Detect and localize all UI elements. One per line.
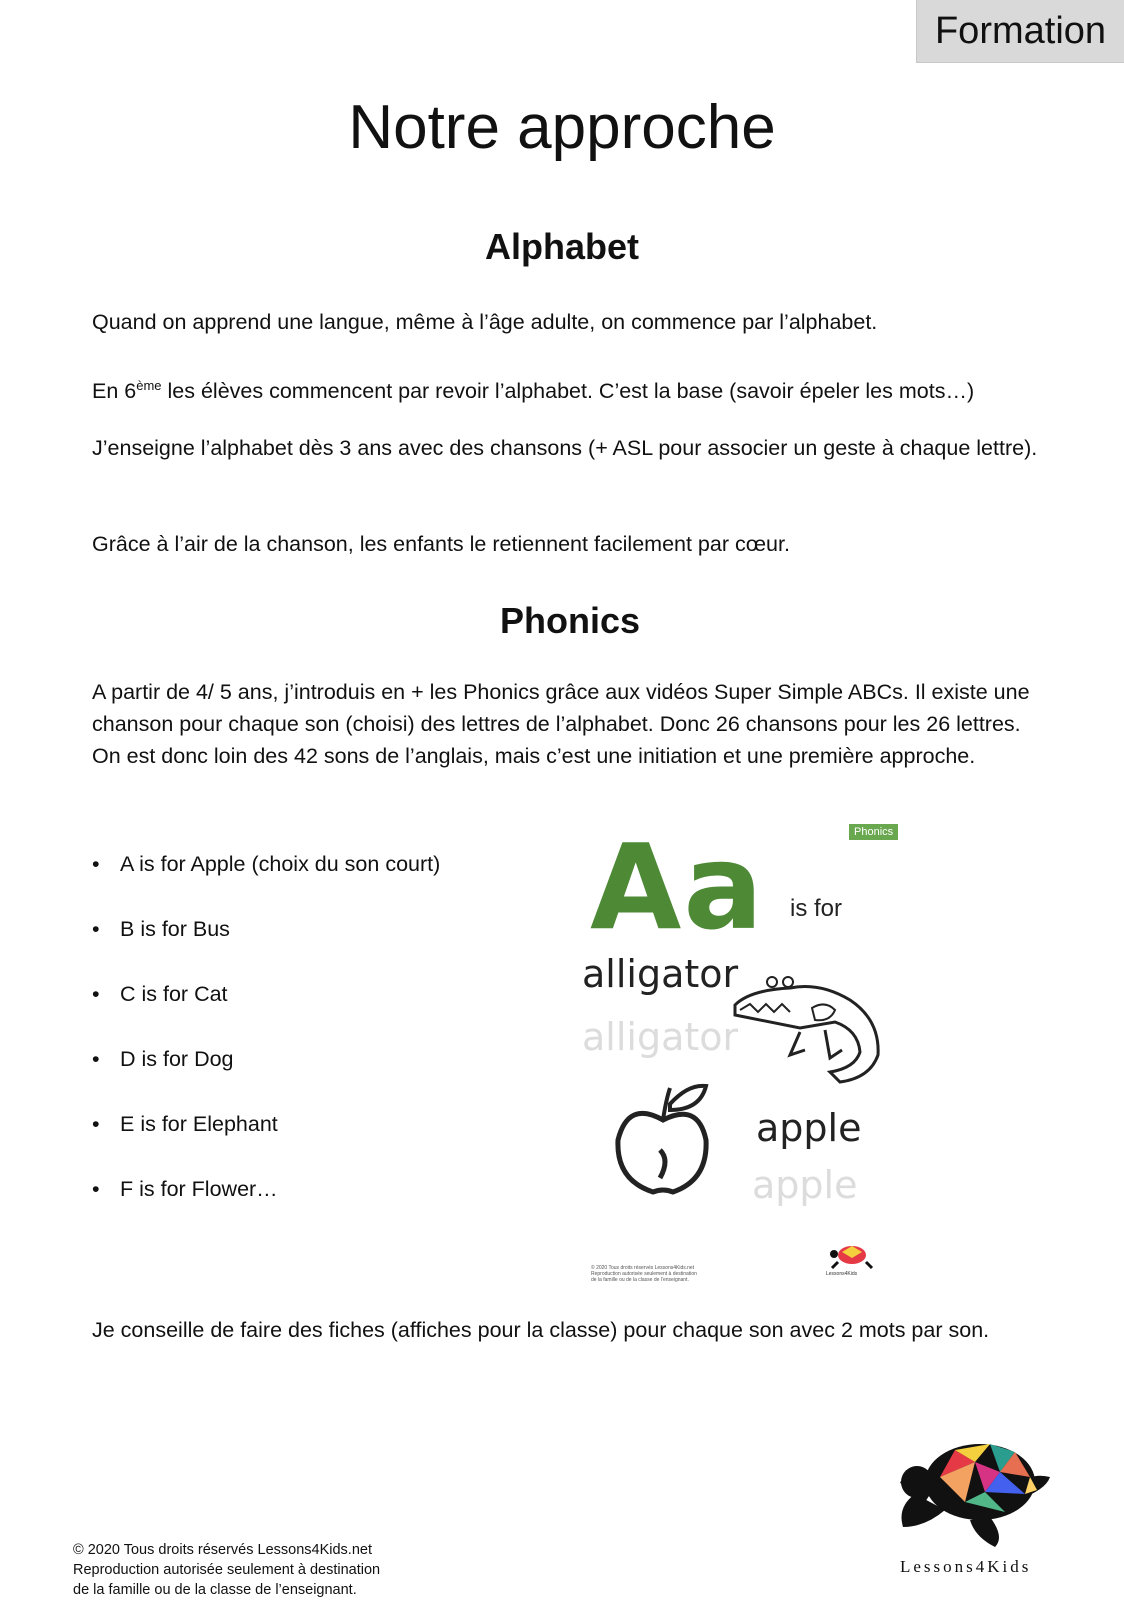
phonics-badge: Phonics [849, 824, 898, 840]
apple-icon [608, 1080, 718, 1200]
list-item: • F is for Flower… [92, 1177, 440, 1242]
card-letters: Aa [590, 818, 765, 956]
list-item: • A is for Apple (choix du son court) [92, 852, 440, 917]
list-item: • C is for Cat [92, 982, 440, 1047]
turtle-logo-icon [895, 1432, 1055, 1547]
card-turtle-logo-icon [828, 1240, 876, 1270]
alligator-icon [730, 960, 890, 1090]
alphabet-paragraph-4: Grâce à l’air de la chanson, les enfants le retiennent facilement par cœur. [92, 532, 790, 556]
card-word-apple-trace: apple [752, 1163, 858, 1207]
list-item: • D is for Dog [92, 1047, 440, 1112]
card-word-alligator-trace: alligator [582, 1015, 739, 1059]
list-item: • B is for Bus [92, 917, 440, 982]
alphabet-paragraph-2: En 6ème les élèves commencent par revoir l’alphabet. C’est la base (savoir épeler les mots…) [92, 378, 975, 404]
card-is-for: is for [790, 895, 843, 922]
footer-line-2: Reproduction autorisée seulement à destination [73, 1562, 381, 1578]
page-title: Notre approche [348, 93, 776, 162]
phonics-advice: Je conseille de faire des fiches (affiches pour la classe) pour chaque son avec 2 mots par son. [92, 1318, 990, 1342]
formation-tag: Formation [916, 0, 1124, 63]
list-item: • E is for Elephant [92, 1112, 440, 1177]
card-word-apple: apple [756, 1106, 862, 1150]
footer-line-1: © 2020 Tous droits réservés Lessons4Kids.net [73, 1542, 372, 1558]
footer-line-3: de la famille ou de la classe de l’enseignant. [73, 1582, 357, 1598]
alphabet-paragraph-1: Quand on apprend une langue, même à l’âge adulte, on commence par l’alphabet. [92, 310, 878, 334]
footer-brand: Lessons4Kids [900, 1557, 1032, 1576]
alphabet-paragraph-3: J’enseigne l’alphabet dès 3 ans avec des chansons (+ ASL pour associer un geste à chaque lettre). [92, 436, 1038, 460]
phonics-heading: Phonics [499, 600, 641, 641]
phonics-intro: A partir de 4/ 5 ans, j’introduis en + les Phonics grâce aux vidéos Super Simple ABCs. Il existe une chanson pour chaque son (choisi) des lettres de l’alphabet. Donc 26 chansons pour les 26 lettres. On est donc loin des 42 sons de l’anglais, mais c’est une initiation et une première approche. [92, 680, 1030, 768]
card-brand: Lessons4Kids [826, 1271, 858, 1277]
phonics-list [92, 852, 440, 1242]
alphabet-heading: Alphabet [484, 226, 639, 267]
card-copyright: © 2020 Tous droits réservés Lessons4Kids.net Reproduction autorisée seulement à destination de la famille ou de la classe de l’enseignant. [591, 1265, 697, 1283]
footer-copyright [73, 1540, 380, 1600]
card-word-alligator: alligator [582, 952, 739, 996]
